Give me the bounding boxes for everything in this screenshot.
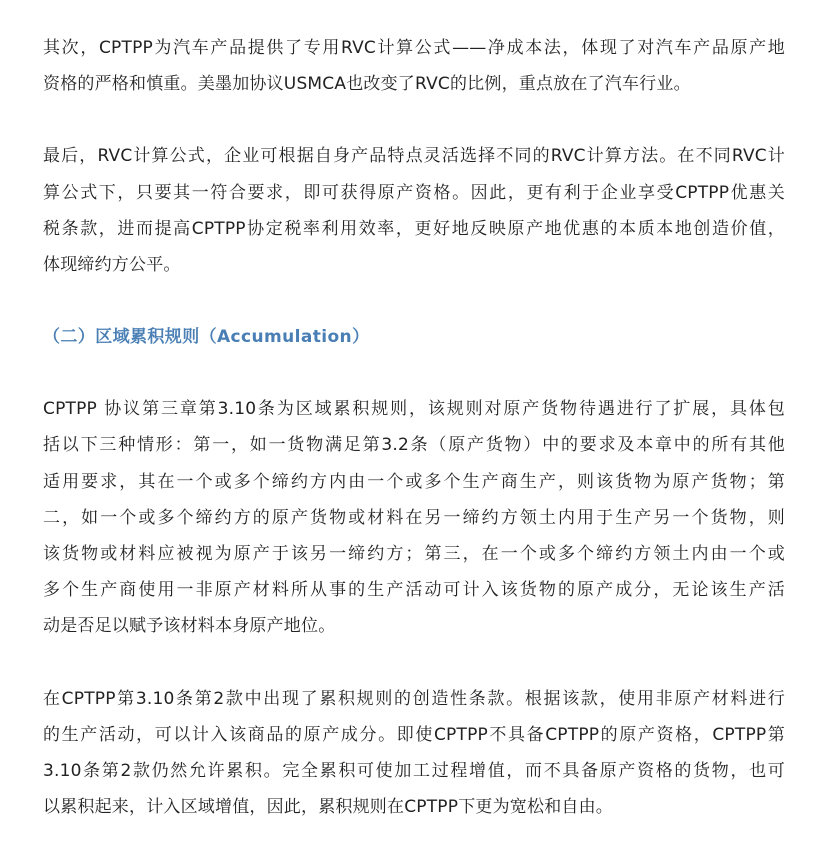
paragraph-line: 该货物或材料应被视为原产于该另一缔约方；第三，在一个或多个缔约方领土内由一个或 <box>43 544 785 565</box>
paragraph-line: 在CPTPP第3.10条第2款中出现了累积规则的创造性条款。根据该款，使用非原产材料进行 <box>43 688 785 709</box>
paragraph-spacer <box>43 102 785 138</box>
paragraph-line: 税条款，进而提高CPTPP协定税率利用效率，更好地反映原产地优惠的本质本地创造价值， <box>43 218 785 239</box>
paragraph-line: 动是否足以赋予该材料本身原产地位。 <box>43 616 336 637</box>
paragraph-spacer <box>43 283 785 319</box>
paragraph-line: 算公式下，只要其一符合要求，即可获得原产资格。因此，更有利于企业享受CPTPP优惠关 <box>43 182 785 203</box>
paragraph-line: 以累积起来，计入区域增值，因此，累积规则在CPTPP下更为宽松和自由。 <box>43 797 614 818</box>
article-body <box>43 30 785 825</box>
paragraph-line: 3.10条第2款仍然允许累积。完全累积可使加工过程增值，而不具备原产资格的货物，也可 <box>43 761 785 782</box>
section-heading-accumulation: （二）区域累积规则（Accumulation） <box>43 327 370 348</box>
paragraph-accumulation-rules <box>43 391 785 644</box>
paragraph-line: 体现缔约方公平。 <box>43 255 181 276</box>
paragraph-line: CPTPP 协议第三章第3.10条为区域累积规则，该规则对原产货物待遇进行了扩展，具体包 <box>43 399 785 420</box>
paragraph-line: 多个生产商使用一非原产材料所从事的生产活动可计入该货物的原产成分，无论该生产活 <box>43 580 785 601</box>
paragraph-line: 最后，RVC计算公式，企业可根据自身产品特点灵活选择不同的RVC计算方法。在不同RVC计 <box>43 146 785 167</box>
paragraph-line: 的生产活动，可以计入该商品的原产成分。即使CPTPP不具备CPTPP的原产资格，CPTPP第 <box>43 724 785 745</box>
paragraph-spacer <box>43 645 785 681</box>
paragraph-rvc-flexibility <box>43 138 785 283</box>
paragraph-spacer <box>43 355 785 391</box>
paragraph-line: 二，如一个或多个缔约方的原产货物或材料在另一缔约方领土内用于生产另一个货物，则 <box>43 507 785 528</box>
paragraph-line: 其次，CPTPP为汽车产品提供了专用RVC计算公式——净成本法，体现了对汽车产品原产地 <box>43 38 785 58</box>
paragraph-line: 括以下三种情形：第一，如一货物满足第3.2条（原产货物）中的要求及本章中的所有其他 <box>43 435 785 456</box>
paragraph-net-cost-method <box>43 30 785 102</box>
paragraph-line: 资格的严格和慎重。美墨加协议USMCA也改变了RVC的比例，重点放在了汽车行业。 <box>43 74 691 95</box>
paragraph-creative-clause <box>43 681 785 826</box>
paragraph-line: 适用要求，其在一个或多个缔约方内由一个或多个生产商生产，则该货物为原产货物；第 <box>43 471 785 492</box>
